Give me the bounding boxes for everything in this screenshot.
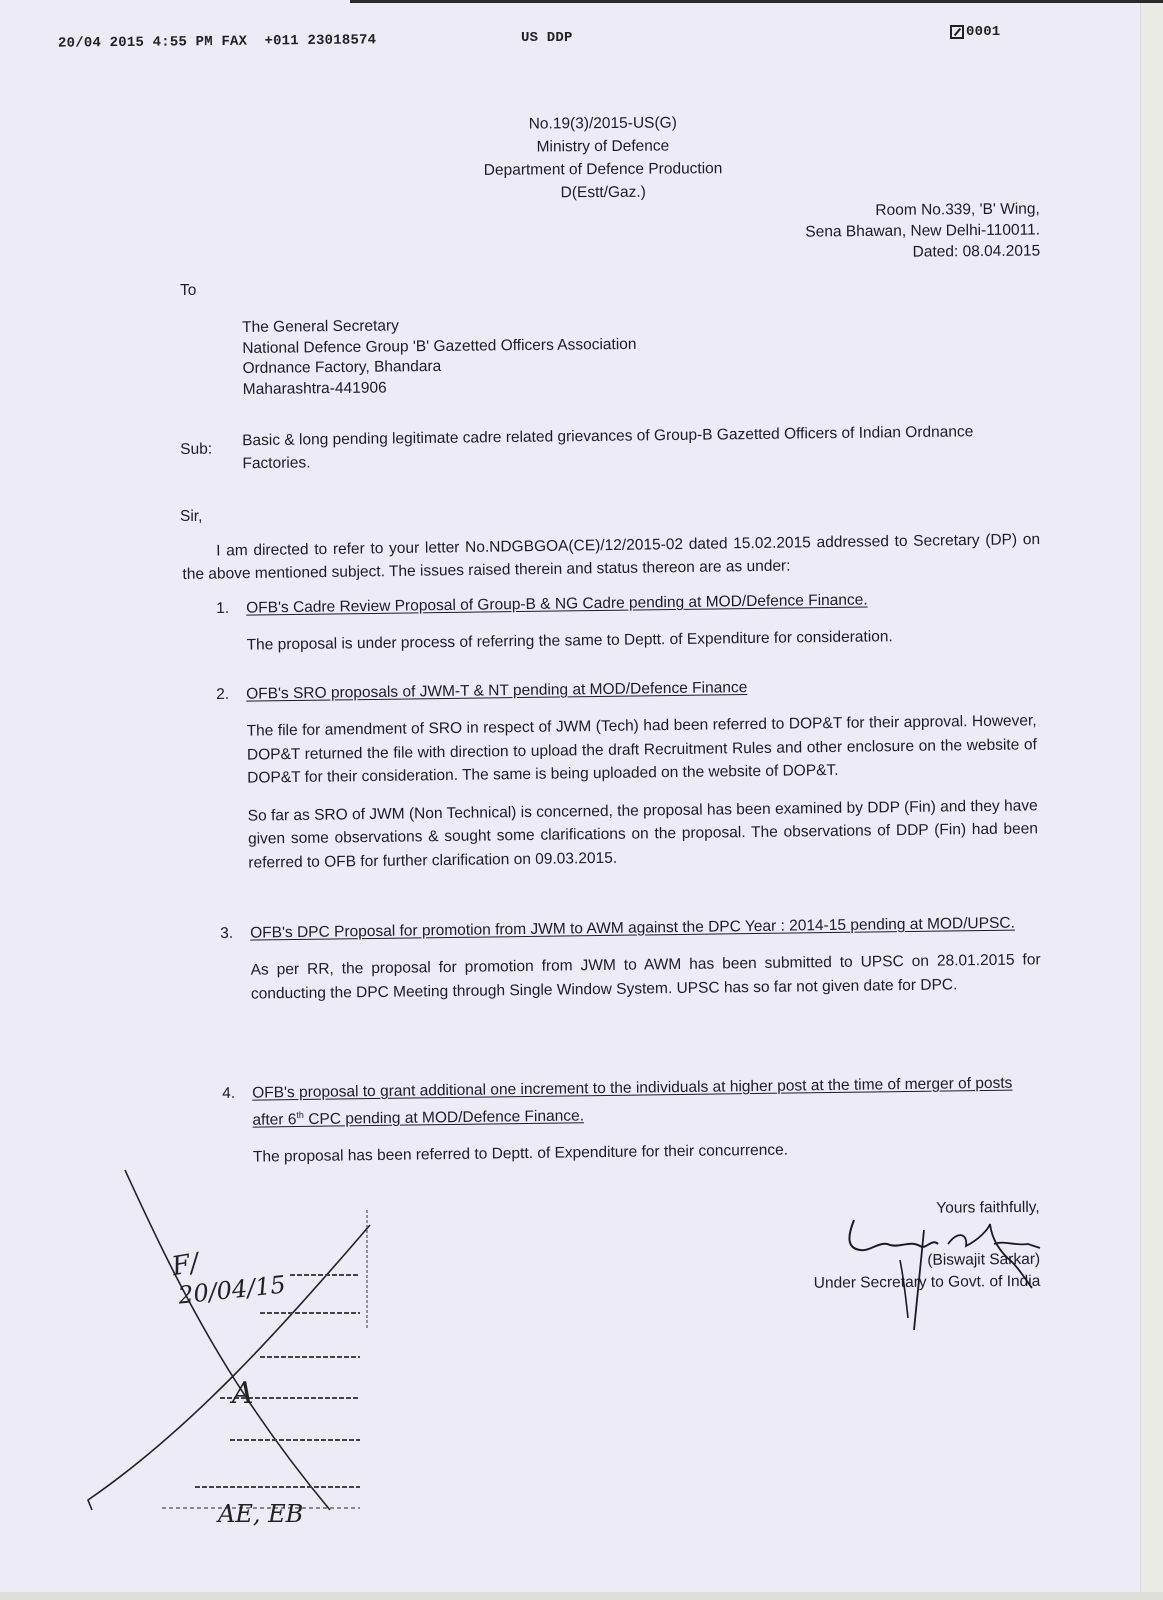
handwritten-routing: AE, EB: [218, 1500, 304, 1528]
issue-item-2: [216, 672, 1039, 889]
handwritten-date: 20/04/15: [176, 1270, 287, 1310]
intro-paragraph: I am directed to refer to your letter No.NDGBGOA(CE)/12/2015-02 dated 15.02.2015 addressed to Secretary (DP) on the above mentioned subject. The issues raised therein and status thereon are as under:: [182, 531, 1041, 583]
signature-icon: [840, 1200, 1080, 1330]
address-line-1: Room No.339, 'B' Wing,: [875, 200, 1040, 219]
item-title: OFB's Cadre Review Proposal of Group-B & NG Cadre pending at MOD/Defence Finance.: [246, 591, 868, 617]
item-title: OFB's SRO proposals of JWM-T & NT pending at MOD/Defence Finance: [246, 679, 748, 703]
item-title: OFB's DPC Proposal for promotion from JWM to AWM against the DPC Year : 2014-15 pending at MOD/UPSC.: [250, 914, 1015, 942]
fax-sender: US DDP: [521, 30, 573, 46]
issue-item-3: [220, 911, 1041, 1020]
item-paragraph: The proposal has been referred to Deptt. of Expenditure for their concurrence.: [252, 1141, 789, 1166]
issue-item-1: [216, 586, 1037, 671]
valediction: Yours faithfully,: [936, 1198, 1040, 1217]
to-label: To: [180, 282, 197, 299]
fax-page-number: 0001: [966, 24, 1001, 40]
signatory-designation: Under Secretary to Govt. of India: [813, 1272, 1041, 1292]
item-number: 2.: [216, 685, 230, 703]
item-paragraph: The proposal is under process of referring the same to Deptt. of Expenditure for consideration.: [246, 628, 893, 654]
ministry-name: Ministry of Defence: [536, 137, 670, 156]
scan-top-edge: [350, 0, 1163, 3]
handwritten-annotation-marks: [70, 1130, 390, 1550]
fax-page-icon: [950, 25, 964, 39]
file-number: No.19(3)/2015-US(G): [528, 114, 677, 133]
item-number: 4.: [222, 1084, 236, 1102]
item-number: 3.: [220, 924, 234, 942]
recipient-address: [242, 314, 637, 400]
letter-date: Dated: 08.04.2015: [912, 242, 1041, 261]
subject-block: [180, 419, 1040, 476]
recipient-line: Ordnance Factory, Bhandara: [242, 357, 442, 377]
recipient-line: National Defence Group 'B' Gazetted Officers Association: [242, 335, 637, 357]
fax-timestamp: 20/04 2015 4:55 PM FAX: [57, 33, 248, 52]
subject-text: Basic & long pending legitimate cadre related grievances of Group-B Gazetted Officers of Indian Ordnance Factories.: [242, 423, 974, 473]
recipient-line: The General Secretary: [242, 317, 399, 336]
salutation: Sir,: [180, 508, 203, 525]
item-title: OFB's proposal to grant additional one increment to the individuals at higher post at the time of merger of posts after 6th CPC pending at MOD/Defence Finance.: [252, 1074, 1013, 1129]
department-name: Department of Defence Production: [483, 160, 723, 179]
item-paragraph: So far as SRO of JWM (Non Technical) is concerned, the proposal has been examined by DDP (Fin) and they have given some observations & sought some clarifications on the proposal. The observations of DDP (Fin) had been referred to OFB for further clarification on 09.03.2015.: [247, 796, 1039, 872]
subject-label: Sub:: [180, 440, 213, 458]
fax-timestamp-line: [58, 32, 376, 51]
item-number: 1.: [216, 599, 230, 617]
letterhead: [458, 111, 749, 205]
handwritten-initial: A: [232, 1376, 254, 1411]
handwritten-file-mark: F/: [169, 1247, 202, 1283]
signatory-name: (Biswajit Sarkar): [927, 1250, 1041, 1269]
item-paragraph: The file for amendment of SRO in respect of JWM (Tech) had been referred to DOP&T for their approval. However, DOP&T returned the file with direction to upload the draft Recruitment Rules and other enclosure on the website of DOP&T for their consideration. The same is being uploaded on the website of DOP&T.: [246, 712, 1037, 787]
item-paragraph: As per RR, the proposal for promotion from JWM to AWM has been submitted to UPSC on 28.01.2015 for conducting the DPC Meeting through Single Window System. UPSC has so far not given date for DPC.: [250, 951, 1041, 1003]
scan-bottom-edge: [0, 1592, 1163, 1600]
sender-address: [700, 199, 1041, 265]
recipient-line: Maharashtra-441906: [242, 378, 387, 398]
section-name: D(Estt/Gaz.): [560, 183, 646, 202]
fax-number: +011 23018574: [264, 32, 377, 50]
fax-page-indicator: [950, 24, 1000, 40]
address-line-2: Sena Bhawan, New Delhi-110011.: [805, 221, 1041, 241]
